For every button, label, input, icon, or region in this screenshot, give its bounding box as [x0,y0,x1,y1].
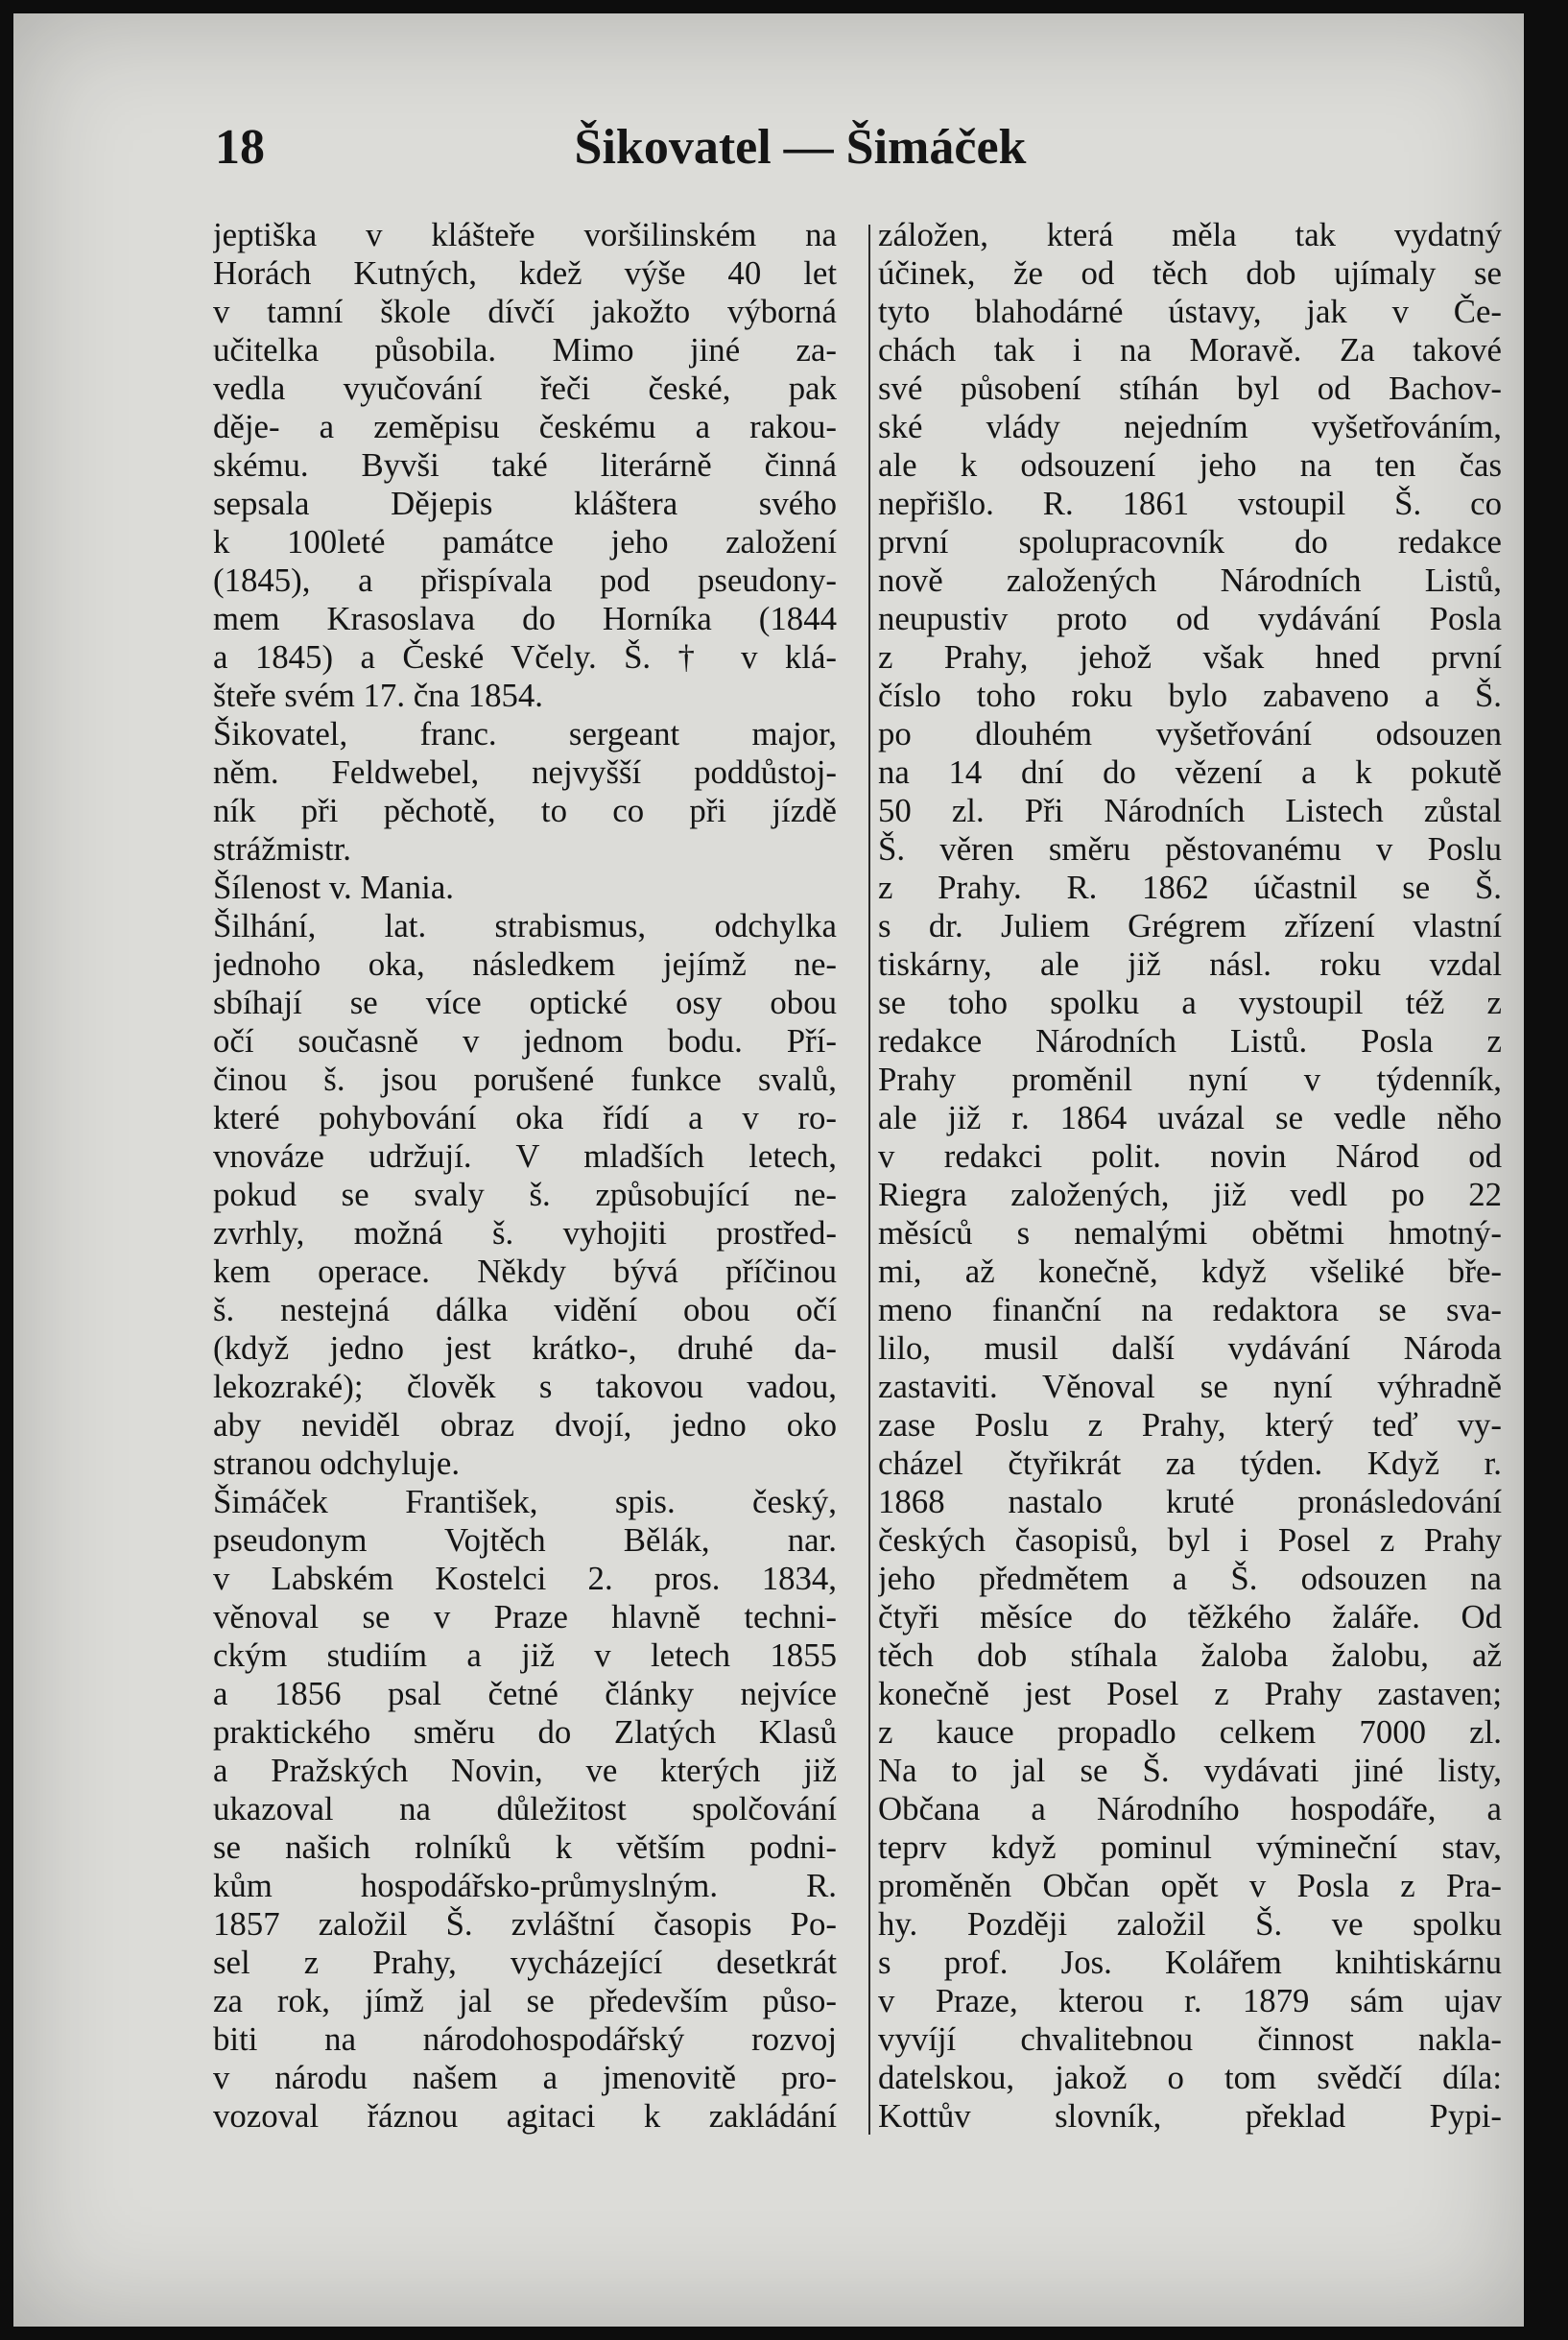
text-line: českých časopisů, byl i Posel z Prahy [878,1521,1502,1559]
text-line: 50 zl. Při Národních Listech zůstal [878,792,1502,829]
text-line: k 100leté památce jeho založení [213,523,837,561]
text-line: proměněn Občan opět v Posla z Pra- [878,1867,1502,1904]
text-line: jeho předmětem a Š. odsouzen na [878,1560,1502,1597]
text-line: učitelka působila. Mimo jiné za- [213,331,837,369]
text-line: a 1856 psal četné články nejvíce [213,1675,837,1712]
text-line: první spolupracovník do redakce [878,523,1502,561]
text-line: věnoval se v Praze hlavně techni- [213,1598,837,1636]
text-line: čtyři měsíce do těžkého žaláře. Od [878,1598,1502,1636]
column-divider [868,225,870,2135]
left-column [213,216,837,2136]
text-line: vnováze udržují. V mladších letech, [213,1137,837,1175]
text-line: Šikovatel, franc. sergeant major, [213,715,837,752]
text-line: meno finanční na redaktora se sva- [878,1291,1502,1328]
text-line: šteře svém 17. čna 1854. [213,677,544,714]
text-line: ukazoval na důležitost spolčování [213,1790,837,1827]
text-line: praktického směru do Zlatých Klasů [213,1713,837,1751]
text-line: se toho spolku a vystoupil též z [878,984,1502,1021]
text-line: Riegra založených, již vedl po 22 [878,1176,1502,1213]
text-line: nepřišlo. R. 1861 vstoupil Š. co [878,485,1502,522]
text-line: Šílenost v. Mania. [213,869,454,906]
text-line: z Prahy. R. 1862 účastnil se Š. [878,869,1502,906]
text-line: nově založených Národních Listů, [878,561,1502,599]
text-line: strážmistr. [213,830,351,868]
page-number: 18 [215,120,265,175]
text-line: s prof. Jos. Kolářem knihtiskárnu [878,1944,1502,1981]
text-line: činou š. jsou porušené funkce svalů, [213,1061,837,1098]
text-line: stranou odchyluje. [213,1445,461,1482]
running-header [215,119,1386,186]
text-line: Š. věren směru pěstovanému v Poslu [878,830,1502,868]
text-line: mem Krasoslava do Horníka (1844 [213,600,837,637]
text-line: kům hospodářsko-průmyslným. R. [213,1867,837,1904]
text-line: měsíců s nemalými obětmi hmotný- [878,1214,1502,1252]
text-line: Šilhání, lat. strabismus, odchylka [213,907,837,944]
text-line: Kottův slovník, překlad Pypi- [878,2097,1502,2135]
right-column [878,216,1502,2136]
text-line: a Pražských Novin, ve kterých již [213,1752,837,1789]
text-line: ckým studiím a již v letech 1855 [213,1636,837,1674]
text-line: Na to jal se Š. vydávati jiné listy, [878,1752,1502,1789]
text-line: Prahy proměnil nyní v týdenník, [878,1061,1502,1098]
text-line: sepsala Dějepis kláštera svého [213,485,837,522]
text-line: skému. Byvši také literárně činná [213,446,837,484]
text-line: a 1845) a České Včely. Š. † v klá- [213,638,837,676]
text-line: datelskou, jakož o tom svědčí díla: [878,2059,1502,2096]
text-line: v tamní škole dívčí jakožto výborná [213,293,837,330]
text-line: (1845), a přispívala pod pseudony- [213,561,837,599]
text-line: mi, až konečně, když všeliké bře- [878,1253,1502,1290]
text-line: v Praze, kterou r. 1879 sám ujav [878,1982,1502,2019]
text-line: biti na národohospodářský rozvoj [213,2020,837,2058]
text-line: s dr. Juliem Grégrem zřízení vlastní [878,907,1502,944]
text-line: lekozraké); člověk s takovou vadou, [213,1368,837,1405]
text-line: záložen, která měla tak vydatný [878,216,1502,253]
text-line: ské vlády nejedním vyšetřováním, [878,408,1502,445]
text-line: v národu našem a jmenovitě pro- [213,2059,837,2096]
text-line: 1857 založil Š. zvláštní časopis Po- [213,1905,837,1943]
text-line: lilo, musil další vydávání Národa [878,1329,1502,1367]
text-line: cházel čtyřikrát za týden. Když r. [878,1445,1502,1482]
text-line: číslo toho roku bylo zabaveno a Š. [878,677,1502,714]
text-line: hy. Později založil Š. ve spolku [878,1905,1502,1943]
text-line: Šimáček František, spis. český, [213,1483,837,1520]
text-line: sbíhají se více optické osy obou [213,984,837,1021]
text-line: chách tak i na Moravě. Za takové [878,331,1502,369]
text-line: na 14 dní do vězení a k pokutě [878,753,1502,791]
text-line: těch dob stíhala žaloba žalobu, až [878,1636,1502,1674]
text-line: sel z Prahy, vycházející desetkrát [213,1944,837,1981]
text-line: ník při pěchotě, to co při jízdě [213,792,837,829]
text-line: Občana a Národního hospodáře, a [878,1790,1502,1827]
text-line: jednoho oka, následkem jejímž ne- [213,945,837,983]
text-line: neupustiv proto od vydávání Posla [878,600,1502,637]
text-line: pokud se svaly š. způsobující ne- [213,1176,837,1213]
text-line: ale již r. 1864 uvázal se vedle něho [878,1099,1502,1136]
text-line: které pohybování oka řídí a v ro- [213,1099,837,1136]
text-line: v redakci polit. novin Národ od [878,1137,1502,1175]
text-line: vozoval řáznou agitaci k zakládání [213,2097,837,2135]
text-line: po dlouhém vyšetřování odsouzen [878,715,1502,752]
text-line: očí současně v jednom bodu. Pří- [213,1022,837,1060]
text-line: z Prahy, jehož však hned první [878,638,1502,676]
text-line: ale k odsouzení jeho na ten čas [878,446,1502,484]
text-line: něm. Feldwebel, nejvyšší poddůstoj- [213,753,837,791]
text-line: zase Poslu z Prahy, který teď vy- [878,1406,1502,1444]
text-line: se našich rolníků k větším podni- [213,1828,837,1866]
text-line: své působení stíhán byl od Bachov- [878,370,1502,407]
text-line: teprv když pominul výmineční stav, [878,1828,1502,1866]
text-line: konečně jest Posel z Prahy zastaven; [878,1675,1502,1712]
text-line: 1868 nastalo kruté pronásledování [878,1483,1502,1520]
text-line: pseudonym Vojtěch Bělák, nar. [213,1521,837,1559]
text-line: kem operace. Někdy bývá příčinou [213,1253,837,1290]
text-line: redakce Národních Listů. Posla z [878,1022,1502,1060]
text-line: z kauce propadlo celkem 7000 zl. [878,1713,1502,1751]
text-line: tiskárny, ale již násl. roku vzdal [878,945,1502,983]
text-line: vedla vyučování řeči české, pak [213,370,837,407]
text-line: tyto blahodárné ústavy, jak v Če- [878,293,1502,330]
text-line: děje- a zeměpisu českému a rakou- [213,408,837,445]
text-line: účinek, že od těch dob ujímaly se [878,254,1502,292]
text-line: za rok, jímž jal se především půso- [213,1982,837,2019]
text-line: (když jedno jest krátko-, druhé da- [213,1329,837,1367]
text-line: zastaviti. Věnoval se nyní výhradně [878,1368,1502,1405]
text-line: Horách Kutných, kdež výše 40 let [213,254,837,292]
running-title: Šikovatel — Šimáček [574,120,1027,175]
text-line: aby neviděl obraz dvojí, jedno oko [213,1406,837,1444]
text-line: š. nestejná dálka vidění obou očí [213,1291,837,1328]
text-line: v Labském Kostelci 2. pros. 1834, [213,1560,837,1597]
text-line: jeptiška v klášteře voršilinském na [213,216,837,253]
text-line: vyvíjí chvalitebnou činnost nakla- [878,2020,1502,2058]
text-line: zvrhly, možná š. vyhojiti prostřed- [213,1214,837,1252]
